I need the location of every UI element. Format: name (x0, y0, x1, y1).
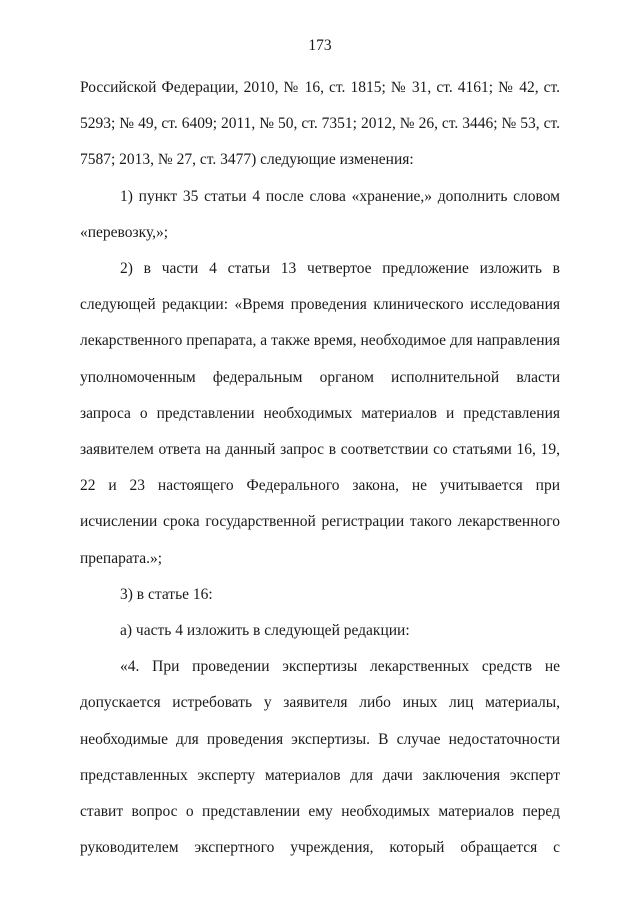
paragraph-item-1: 1) пункт 35 статьи 4 после слова «хранение,» дополнить словом «перевозку,»; (80, 187, 560, 241)
paragraph-item-2: 2) в части 4 статьи 13 четвертое предложение изложить в следующей редакции: «Время проведения клинического исследования лекарственного препарата, а также время, необходимое для направления уполномоченным федеральным органом исполнительной власти запроса о представлении необходимых материалов и представления заявителем ответа на данный запрос в соответствии со статьями 16, 19, 22 и 23 настоящего Федерального закона, не учитывается при исчислении срока государственной регистрации такого лекарственного препарата.»; (80, 260, 560, 567)
paragraph-item-3: 3) в статье 16: (120, 585, 213, 603)
paragraph-quote-4: «4. При проведении экспертизы лекарственных средств не допускается истребовать у заявителя либо иных лиц материалы, необходимые для проведения экспертизы. В случае недостаточности представленных эксперту материалов для дачи заключения эксперт ставит вопрос о представлении ему необходимых материалов перед руководителем экспертного учреждения, который обращается с (80, 658, 560, 857)
page-number: 173 (308, 37, 332, 54)
paragraph-continuation: Российской Федерации, 2010, № 16, ст. 1815; № 31, ст. 4161; № 42, ст. 5293; № 49, ст. 6409; 2011, № 50, ст. 7351; 2012, № 26, ст. 3446; № 53, ст. 7587; 2013, № 27, ст. 3477) следующие изменения: (80, 79, 560, 169)
document-body (80, 70, 560, 866)
paragraph-item-3a: а) часть 4 изложить в следующей редакции: (120, 622, 410, 640)
